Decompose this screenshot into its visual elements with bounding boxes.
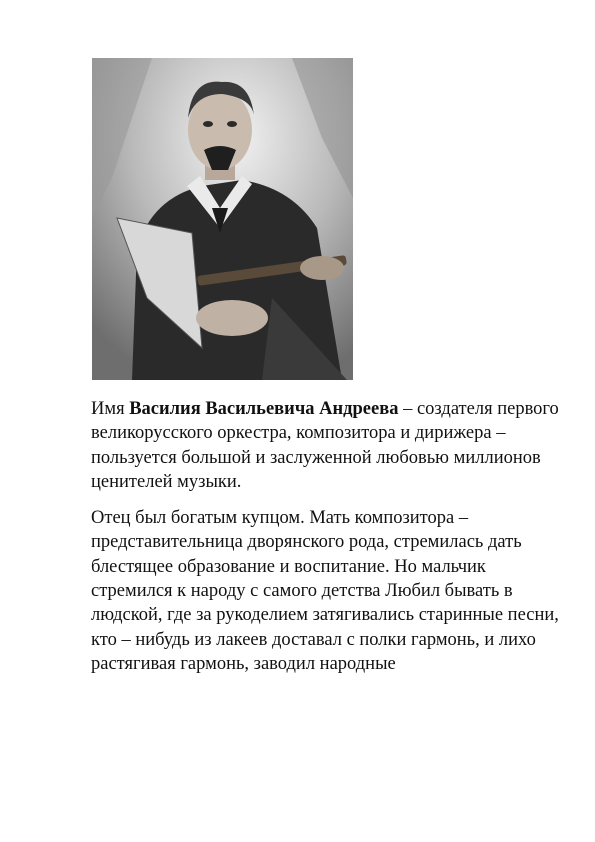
portrait-photo-icon	[92, 58, 353, 380]
paragraph-intro	[91, 397, 561, 494]
body-text	[91, 397, 561, 676]
composer-name: Василия Васильевича Андреева	[129, 399, 399, 419]
intro-prefix: Имя	[91, 399, 130, 419]
paragraph-biography: Отец был богатым купцом. Мать композитора – представительница дворянского рода, стремилась дать блестящее образование и воспитание. Но мальчик стремился к народу с самого детства Любил бывать в людской, где за рукоделием затягивались старинные песни, кто – нибудь из лакеев доставал с полки гармонь, и лихо растягивая гармонь, заводил народные	[91, 508, 559, 674]
intro-rest: – создателя первого великорусского оркестра, композитора и дирижера – пользуется большой и заслуженной любовью миллионов ценителей музыки.	[91, 399, 559, 492]
portrait-photo	[92, 58, 353, 380]
